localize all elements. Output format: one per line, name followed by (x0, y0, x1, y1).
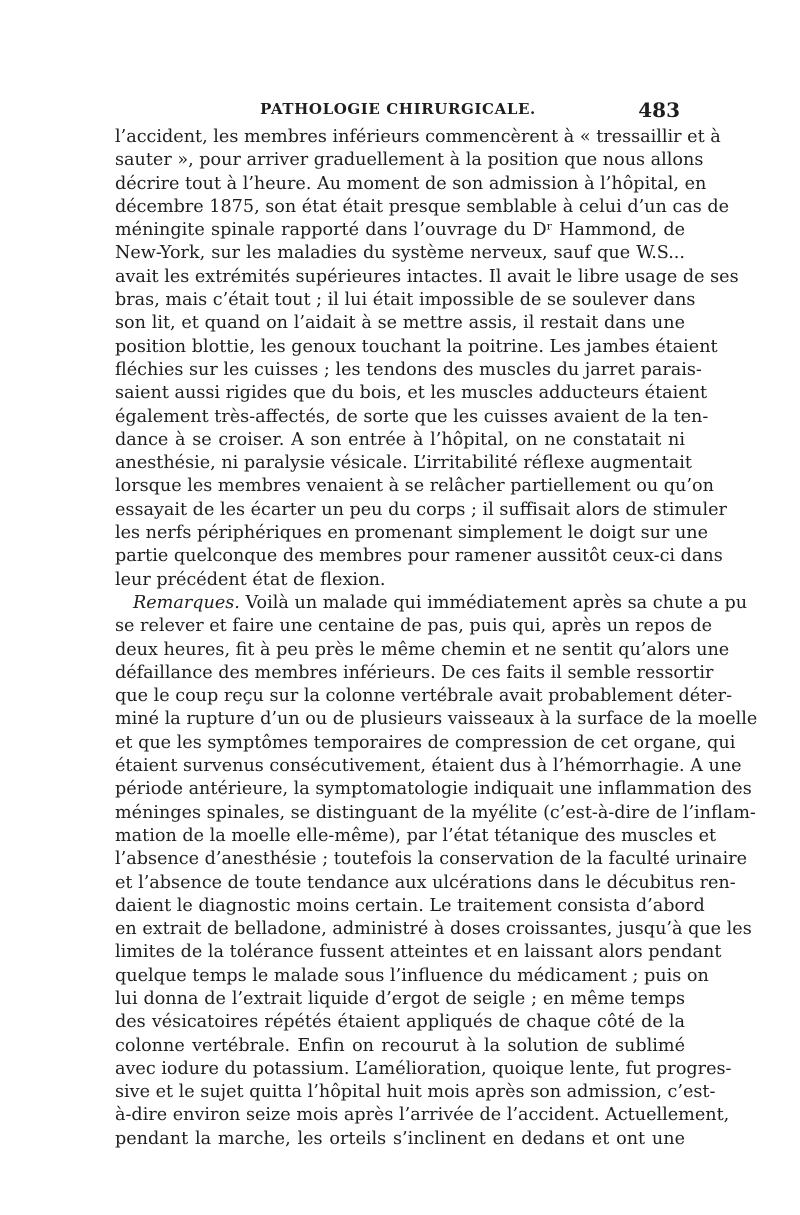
text-line: période antérieure, la symptomatologie indiquait une inflammation des (115, 779, 752, 800)
text-line: l’absence d’anesthésie ; toutefois la conservation de la faculté urinaire (115, 849, 748, 870)
text-line: essayait de les écarter un peu du corps ; il suffisait alors de stimuler (115, 499, 727, 520)
text-line: et que les symptômes temporaires de compression de cet organe, qui (115, 732, 736, 753)
text-line: en extrait de belladone, administré à doses croissantes, jusqu’à que les (115, 919, 752, 940)
text-line: avait les extrémités supérieures intactes. Il avait le libre usage de ses (115, 266, 739, 287)
text-line: des vésicatoires répétés étaient appliqués de chaque côté de la (115, 1012, 685, 1033)
text-line: saient aussi rigides que du bois, et les muscles adducteurs étaient (115, 383, 708, 404)
text-line: bras, mais c’était tout ; il lui était impossible de se soulever dans (115, 290, 696, 311)
text-line: méningite spinale rapporté dans l’ouvrage du Dʳ Hammond, de (115, 220, 685, 241)
text-line: sive et le sujet quitta l’hôpital huit mois après son admission, c’est- (115, 1082, 716, 1103)
text-line: New-York, sur les maladies du système nerveux, sauf que W.S... (115, 243, 685, 264)
text-line: décembre 1875, son état était presque semblable à celui d’un cas de (115, 196, 730, 217)
text-line: pendant la marche, les orteils s’inclinent en dedans et ont une (115, 1128, 685, 1149)
text-line: que le coup reçu sur la colonne vertébrale avait probablement déter- (115, 686, 733, 707)
text-line: position blottie, les genoux touchant la poitrine. Les jambes étaient (115, 336, 718, 357)
running-head (112, 98, 684, 124)
text-line: miné la rupture d’un ou de plusieurs vaisseaux à la surface de la moelle (115, 709, 758, 730)
text-line: son lit, et quand on l’aidait à se mettre assis, il restait dans une (115, 313, 685, 334)
text-line: également très-affectés, de sorte que les cuisses avaient de la ten- (115, 406, 709, 427)
paragraph-case-description (115, 126, 739, 592)
text-line: limites de la tolérance fussent atteintes et en laissant alors pendant (115, 942, 722, 963)
paragraph-remarques (115, 592, 758, 1151)
text-line: lorsque les membres venaient à se relâcher partiellement ou qu’on (115, 476, 714, 497)
text-line: défaillance des membres inférieurs. De ces faits il semble ressortir (115, 662, 714, 683)
text-line (115, 592, 748, 615)
text-line: dance à se croiser. A son entrée à l’hôpital, on ne constatait ni (115, 429, 685, 450)
line-text: Voilà un malade qui immédiatement après sa chute a pu (239, 592, 748, 613)
text-line: colonne vertébrale. Enfin on recourut à la solution de sublimé (115, 1035, 685, 1056)
text-line: partie quelconque des membres pour ramener aussitôt ceux-ci dans (115, 546, 723, 567)
body-text (115, 126, 758, 1151)
text-line: méninges spinales, se distinguant de la myélite (c’est-à-dire de l’inflam- (115, 802, 756, 823)
text-line: daient le diagnostic moins certain. Le traitement consista d’abord (115, 895, 705, 916)
text-line: avec iodure du potassium. L’amélioration, quoique lente, fut progres- (115, 1058, 732, 1079)
text-line: sauter », pour arriver graduellement à la position que nous allons (115, 150, 704, 171)
text-line: fléchies sur les cuisses ; les tendons des muscles du jarret parais- (115, 359, 702, 380)
text-line: étaient survenus consécutivement, étaient dus à l’hémorrhagie. A une (115, 756, 742, 777)
page-number: 483 (638, 98, 680, 122)
text-line: et l’absence de toute tendance aux ulcérations dans le décubitus ren- (115, 872, 736, 893)
text-line: anesthésie, ni paralysie vésicale. L’irritabilité réflexe augmentait (115, 453, 692, 474)
text-line: à-dire environ seize mois après l’arrivée de l’accident. Actuellement, (115, 1105, 730, 1126)
text-line: lui donna de l’extrait liquide d’ergot de seigle ; en même temps (115, 988, 685, 1009)
section-lead: Remarques. (133, 592, 240, 613)
text-line: mation de la moelle elle-même), par l’état tétanique des muscles et (115, 825, 717, 846)
text-line: deux heures, fit à peu près le même chemin et ne sentit qu’alors une (115, 639, 730, 660)
text-line: les nerfs périphériques en promenant simplement le doigt sur une (115, 523, 709, 544)
text-line: l’accident, les membres inférieurs commencèrent à « tressaillir et à (115, 127, 721, 147)
text-line: quelque temps le malade sous l’influence du médicament ; puis on (115, 965, 709, 986)
text-line: décrire tout à l’heure. Au moment de son admission à l’hôpital, en (115, 173, 707, 194)
text-line: se relever et faire une centaine de pas, puis qui, après un repos de (115, 616, 713, 637)
running-title: PATHOLOGIE CHIRURGICALE. (260, 100, 536, 118)
text-line: leur précédent état de flexion. (115, 569, 386, 590)
